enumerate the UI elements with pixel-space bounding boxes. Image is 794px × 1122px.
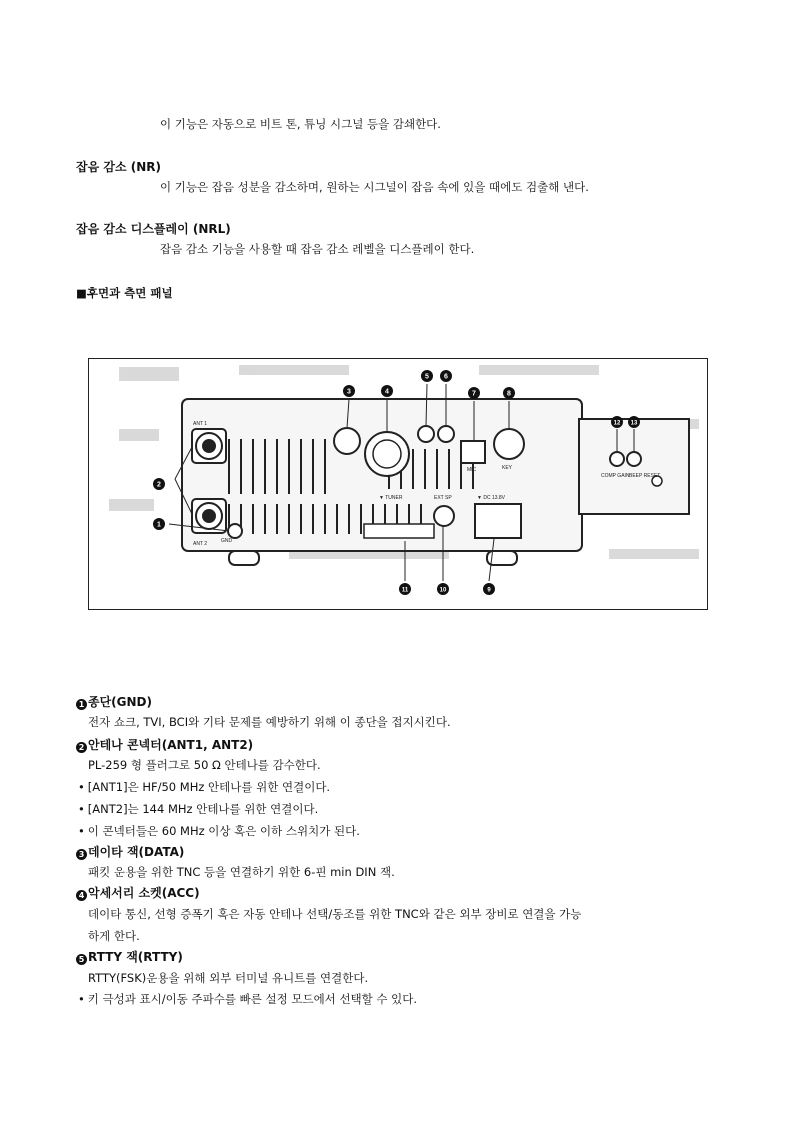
- item-heading: [76, 845, 184, 860]
- callout-5: 5: [425, 373, 429, 381]
- label-gnd: GND: [221, 538, 233, 544]
- item-title: 안테나 콘넥터(ANT1, ANT2): [88, 738, 254, 752]
- label-key: KEY: [502, 465, 513, 471]
- label-dc: ▼ DC 13.8V: [477, 495, 506, 501]
- callout-1: 1: [157, 521, 161, 529]
- item-title: 종단(GND): [88, 695, 153, 709]
- callout-4: 4: [385, 388, 389, 396]
- callout-2: 2: [157, 481, 161, 489]
- item-bullet: • 이 콘넥터들은 60 MHz 이상 혹은 이하 스위치가 된다.: [78, 824, 360, 838]
- callout-12: 12: [613, 420, 621, 427]
- item-line: RTTY(FSK)운용을 위해 외부 터미널 유니트를 연결한다.: [88, 971, 369, 985]
- item-title: 악세서리 소켓(ACC): [88, 886, 200, 900]
- item-number-badge: 3: [76, 849, 87, 860]
- label-mic: MIC: [467, 467, 477, 473]
- label-ext-sp: EXT SP: [434, 495, 452, 501]
- item-line: 패킷 운용을 위한 TNC 등을 연결하기 위한 6-핀 min DIN 잭.: [88, 865, 395, 879]
- callout-11: 11: [401, 587, 409, 594]
- callout-6: 6: [444, 373, 448, 381]
- callout-10: 10: [439, 587, 447, 594]
- callout-9: 9: [487, 587, 491, 594]
- item-heading: [76, 950, 183, 965]
- nrl-heading: 잡음 감소 디스플레이 (NRL): [76, 222, 231, 236]
- item-number-badge: 4: [76, 890, 87, 901]
- item-line: 하게 한다.: [88, 929, 140, 943]
- item-title: RTTY 잭(RTTY): [88, 950, 183, 964]
- item-bullet: • [ANT1]은 HF/50 MHz 안테나를 위한 연결이다.: [78, 780, 331, 794]
- item-bullet: • [ANT2]는 144 MHz 안테나를 위한 연결이다.: [78, 802, 319, 816]
- callout-7: 7: [472, 390, 476, 398]
- label-tuner: ▼ TUNER: [379, 495, 403, 501]
- item-title: 데이타 잭(DATA): [88, 845, 185, 859]
- item-number-badge: 1: [76, 699, 87, 710]
- intro-line: 이 기능은 자동으로 비트 톤, 튜닝 시그널 등을 감쇄한다.: [160, 117, 441, 131]
- item-line: 전자 쇼크, TVI, BCI와 기타 문제를 예방하기 위해 이 종단을 접지시킨다.: [88, 715, 451, 729]
- item-line: PL-259 형 플러그로 50 Ω 안테나를 감수한다.: [88, 758, 321, 772]
- item-bullet: • 키 극성과 표시/이동 주파수를 빠른 설정 모드에서 선택할 수 있다.: [78, 992, 418, 1006]
- item-line: 데이타 통신, 선형 증폭기 혹은 자동 안테나 선택/동조를 위한 TNC와 같은 외부 장비로 연결을 가능: [88, 907, 582, 921]
- label-ant2: ANT 2: [193, 541, 208, 547]
- item-number-badge: 5: [76, 954, 87, 965]
- callout-3: 3: [347, 388, 351, 396]
- callout-8: 8: [507, 390, 511, 398]
- item-number-badge: 2: [76, 742, 87, 753]
- nr-body: 이 기능은 잡음 성분을 감소하며, 원하는 시그널이 잡음 속에 있을 때에도 검출해 낸다.: [160, 180, 589, 194]
- nrl-body: 잡음 감소 기능을 사용할 때 잡음 감소 레벨을 디스플레이 한다.: [160, 242, 475, 256]
- section-title: ■후면과 측면 패널: [76, 286, 173, 300]
- rear-panel-diagram: [88, 358, 708, 610]
- label-comp-gain: COMP GAIN: [601, 473, 630, 479]
- callout-13: 13: [630, 420, 638, 427]
- item-heading: [76, 695, 152, 710]
- item-heading: [76, 886, 200, 901]
- nr-heading: 잡음 감소 (NR): [76, 160, 161, 174]
- label-ant1: ANT 1: [193, 421, 208, 427]
- item-heading: [76, 738, 253, 753]
- label-beep-reset: BEEP RESET: [629, 473, 661, 479]
- rear-panel-illustration: [89, 359, 707, 609]
